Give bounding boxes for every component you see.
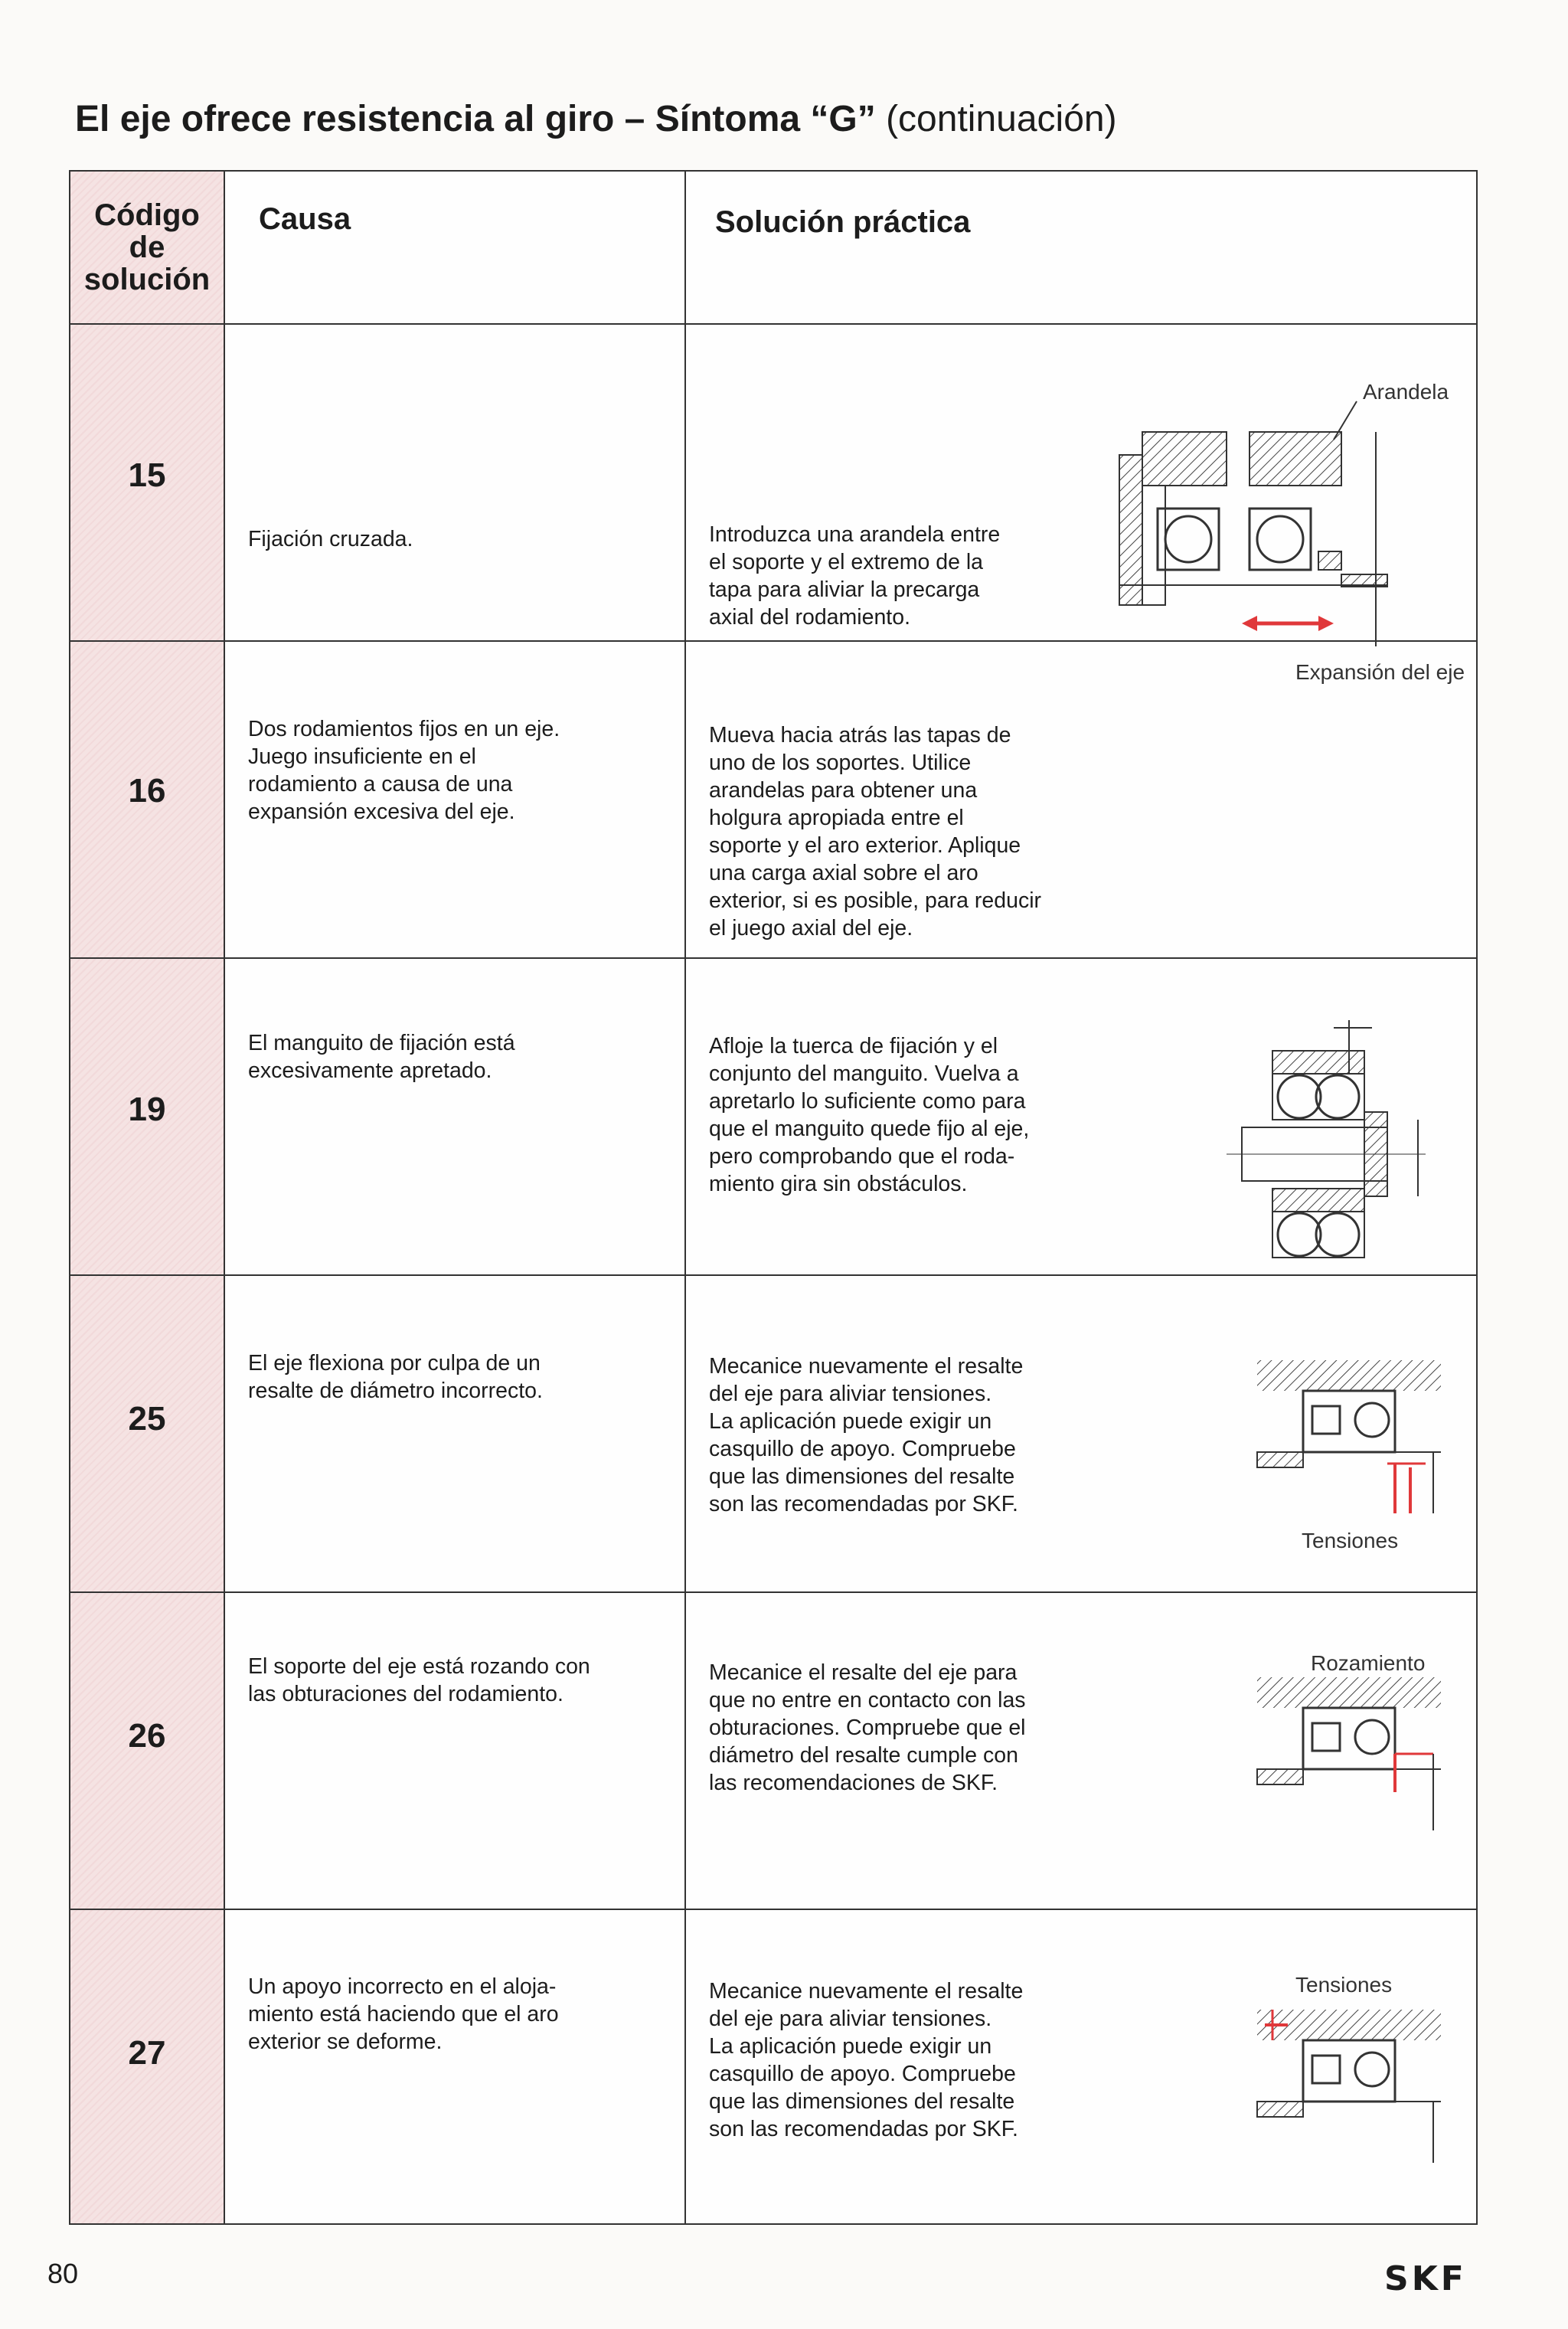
solution-text: Introduzca una arandela entre el soporte y el extremo de la tapa para aliviar la precarga axial del rodamiento. — [709, 522, 1001, 630]
solution-text: Afloje la tuerca de fijación y el conjunto del manguito. Vuelva a apretarlo lo suficiente como para que el manguito quede fijo al eje, pero comprobando que el roda- miento gira sin obstáculos. — [709, 1034, 1030, 1196]
seal-rubbing-diagram — [1250, 1677, 1449, 1830]
figure-label: Arandela — [1363, 380, 1449, 404]
table-row — [70, 1910, 1476, 2224]
brand-logo: SKF — [1384, 2259, 1467, 2298]
cause-text: El manguito de fijación está excesivamente apretado. — [248, 1031, 515, 1083]
adapter-sleeve-diagram — [1227, 1020, 1456, 1273]
cause-text: El eje flexiona por culpa de un resalte de diámetro incorrecto. — [248, 1351, 543, 1403]
solution-text: Mecanice el resalte del eje para que no entre en contacto con las obturaciones. Compruebe que el diámetro del resalte cumple con las recomendaciones de SKF. — [709, 1660, 1026, 1795]
solution-code: 27 — [128, 2034, 166, 2072]
solution-code: 16 — [128, 772, 166, 810]
solution-code: 19 — [128, 1091, 166, 1128]
figure-label: Expansión del eje — [1295, 660, 1465, 684]
table-row — [70, 325, 1476, 684]
cause-header: Causa — [259, 202, 351, 236]
table-row — [70, 1276, 1476, 1591]
code-header: Código de solución — [83, 198, 211, 296]
cause-text: Un apoyo incorrecto en el aloja- miento está haciendo que el aro exterior se deforme. — [248, 1974, 559, 2054]
cause-text: El soporte del eje está rozando con las obturaciones del rodamiento. — [248, 1654, 590, 1706]
solution-code: 25 — [128, 1400, 166, 1438]
bearing-fixation-diagram — [1112, 401, 1449, 654]
cause-text: Dos rodamientos fijos en un eje. Juego insuficiente en el rodamiento a causa de una expansión excesiva del eje. — [248, 717, 560, 824]
table-row — [70, 959, 1476, 1274]
solutions-table — [69, 170, 1478, 2225]
housing-support-stress-diagram — [1250, 2010, 1449, 2163]
figure-label: Rozamiento — [1311, 1651, 1426, 1675]
figure-label: Tensiones — [1295, 1973, 1393, 1997]
solution-text: Mueva hacia atrás las tapas de uno de los soportes. Utilice arandelas para obtener una holgura apropiada entre el soporte y el aro exterior. Aplique una carga axial sobre el aro exterior, si es posible, para reducir el juego axial del eje. — [709, 723, 1042, 940]
table-row — [70, 1593, 1476, 1909]
page-number: 80 — [47, 2258, 79, 2289]
shaft-shoulder-stress-diagram — [1250, 1360, 1449, 1513]
figure-label: Tensiones — [1302, 1529, 1399, 1552]
table-row — [70, 642, 1476, 957]
solution-header: Solución práctica — [715, 205, 971, 239]
page-title: El eje ofrece resistencia al giro – Síntoma “G” (continuación) — [75, 99, 1117, 139]
solution-code: 15 — [128, 456, 166, 494]
solution-text: Mecanice nuevamente el resalte del eje para aliviar tensiones. La aplicación puede exigir un casquillo de apoyo. Compruebe que las dimensiones del resalte son las recomendadas por SKF. — [709, 1354, 1024, 1516]
solution-text: Mecanice nuevamente el resalte del eje para aliviar tensiones. La aplicación puede exigir un casquillo de apoyo. Compruebe que las dimensiones del resalte son las recomendadas por SKF. — [709, 1979, 1024, 2141]
cause-text: Fijación cruzada. — [248, 527, 413, 551]
solution-code: 26 — [128, 1717, 166, 1755]
